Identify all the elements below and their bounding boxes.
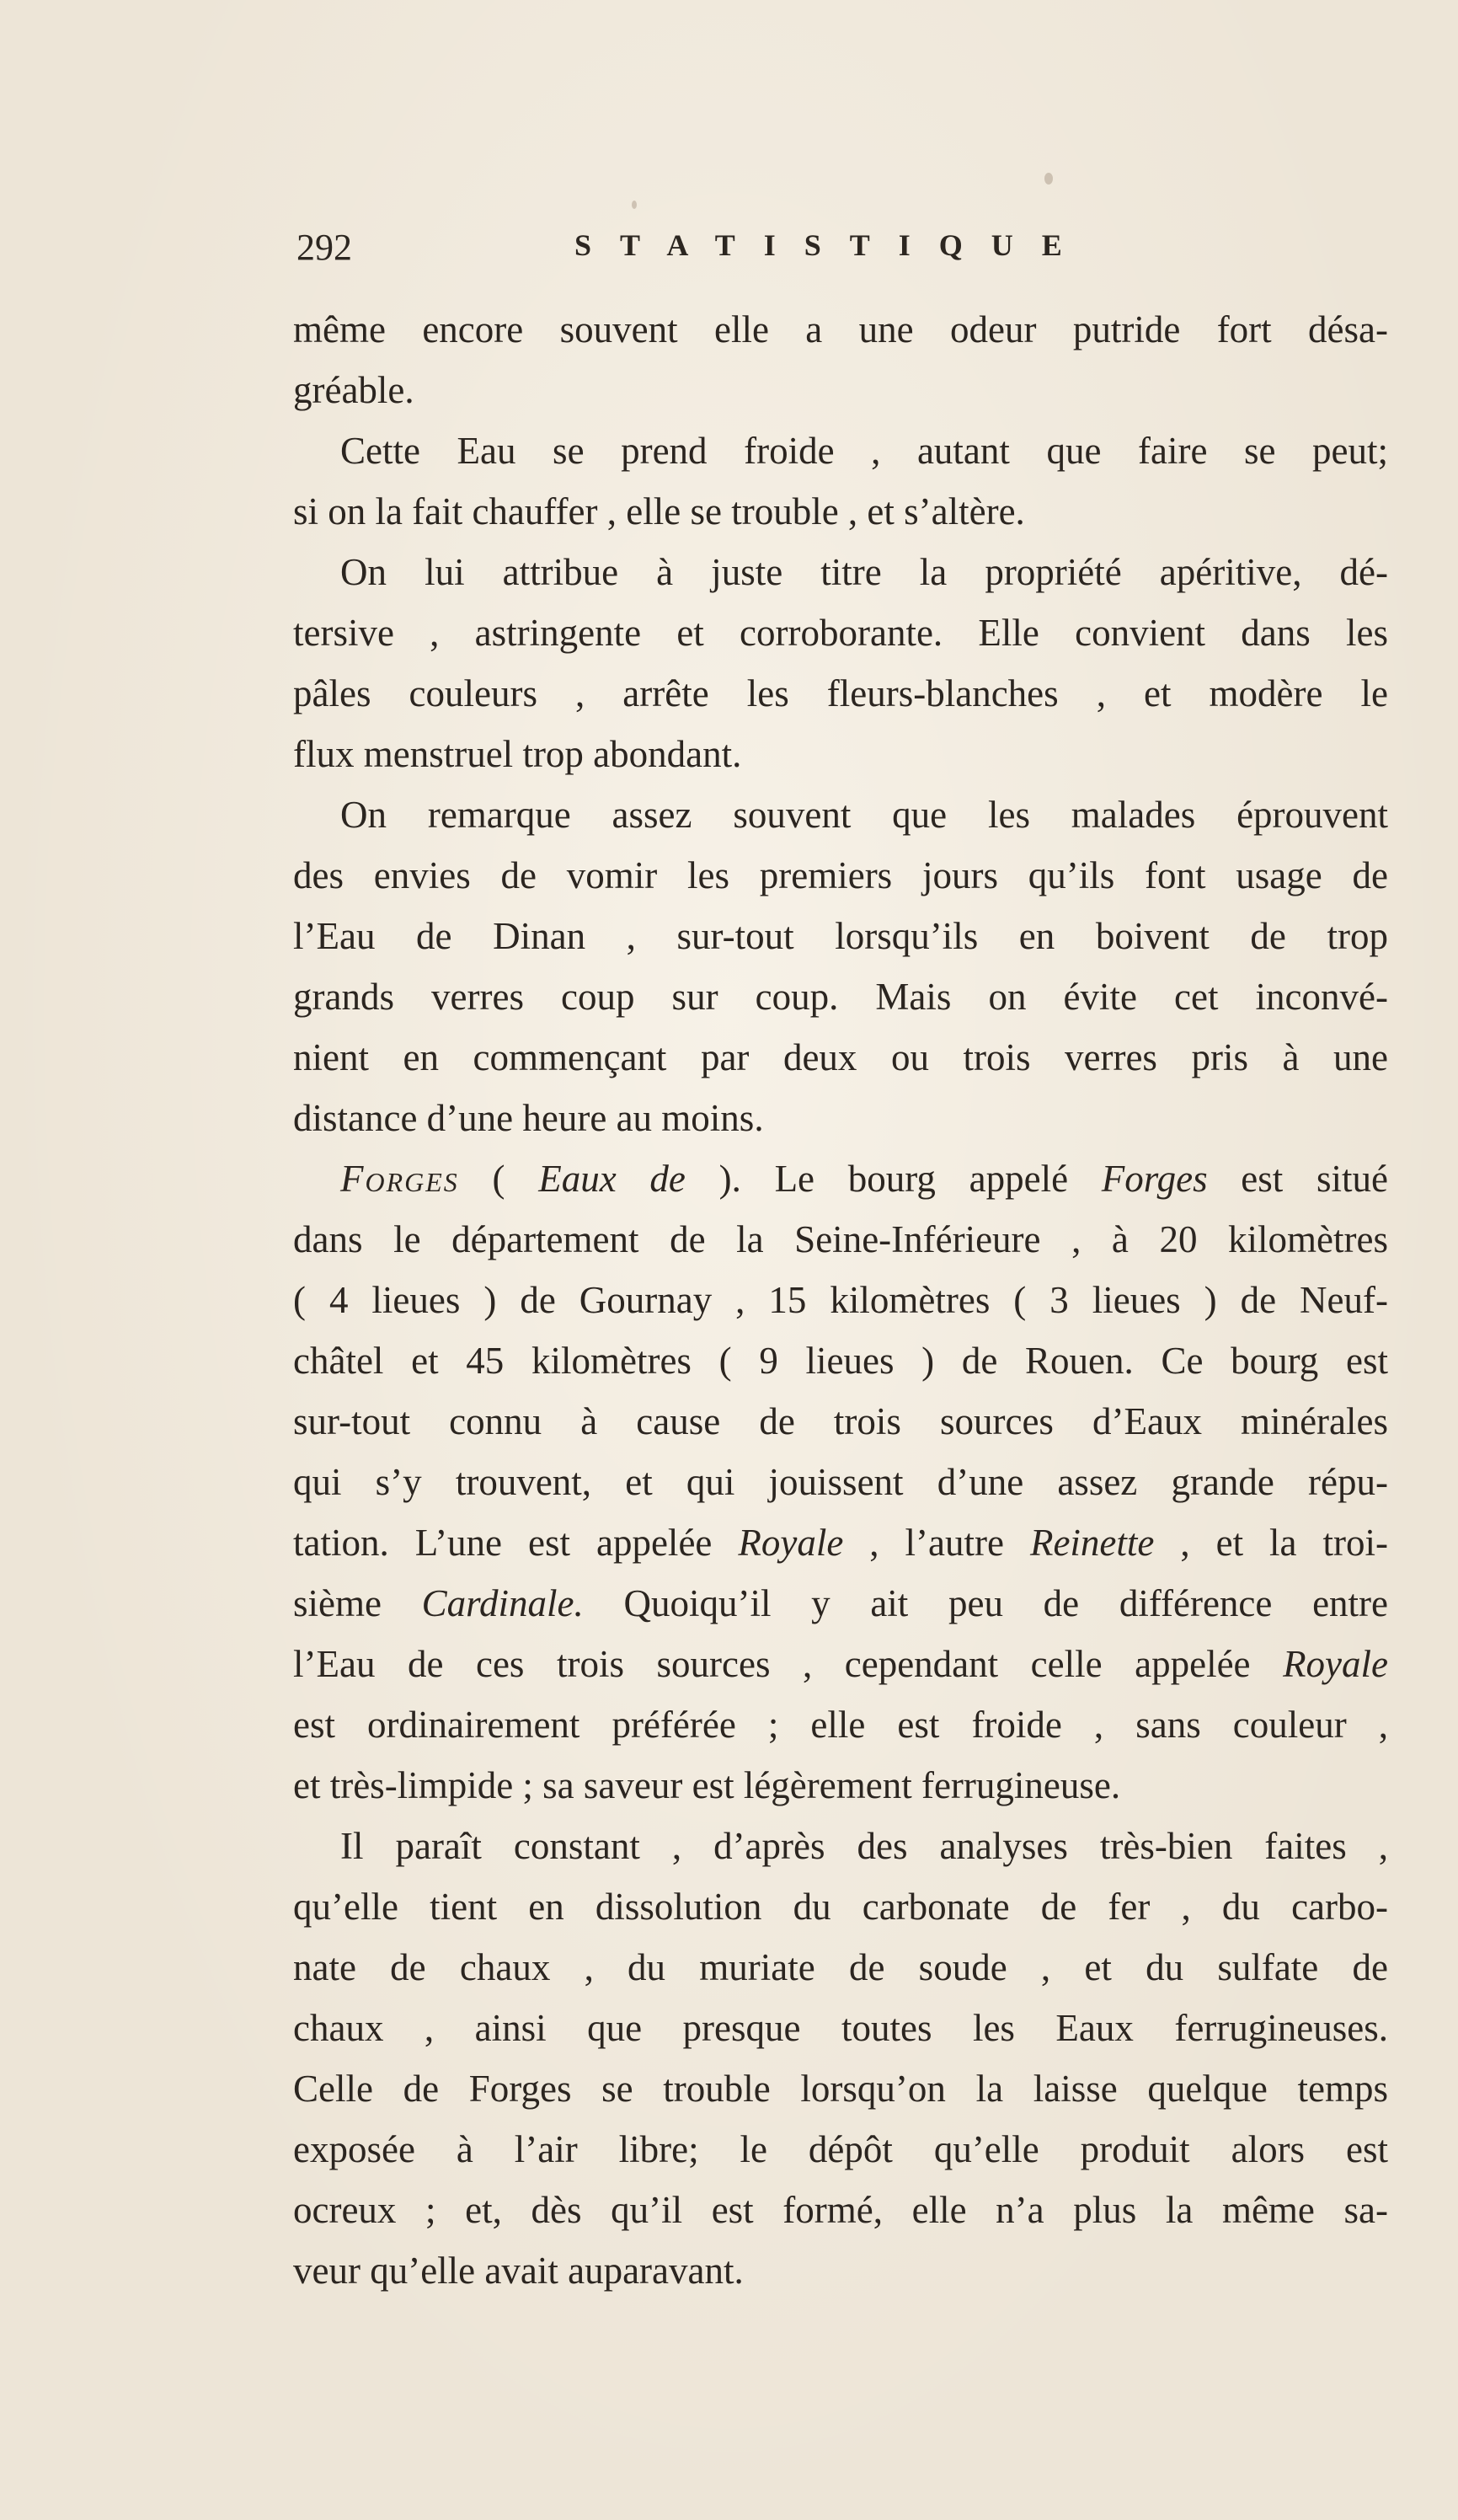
text-line: grands verres coup sur coup. Mais on évite cet inconvé- [293,976,1388,1018]
source-name: Reinette [1029,1522,1155,1564]
text-line: nate de chaux , du muriate de soude , et du sulfate de [293,1946,1388,1988]
text-line: nient en commençant par deux ou trois verres pris à une [293,1036,1388,1078]
text-line: gréable. [293,369,414,411]
forges-heading-line [293,1148,1388,1209]
text-line: ocreux ; et, dès qu’il est formé, elle n’a plus la même sa- [293,2189,1388,2231]
text-line: qu’elle tient en dissolution du carbonate de fer , du carbo- [293,1886,1388,1928]
text-line: qui s’y trouvent, et qui jouissent d’une assez grande répu- [293,1461,1388,1503]
entry-title: Forges [340,1158,459,1200]
text-line: exposée à l’air libre; le dépôt qu’elle produit alors est [293,2128,1388,2170]
page-number: 292 [296,227,352,268]
text-fragment: sième [293,1582,422,1624]
text-fragment: Le bourg appelé [774,1158,1102,1200]
paper-speck [632,201,637,209]
text-line: distance d’une heure au moins. [293,1097,764,1139]
text-fragment: , l’autre [843,1522,1030,1564]
tation-line [293,1512,1388,1573]
text-fragment: est situé [1207,1158,1388,1200]
paper-speck [1044,173,1053,185]
text-line: chaux , ainsi que presque toutes les Eaux ferrugineuses. [293,2007,1388,2049]
sieme-line [293,1573,1388,1634]
source-name: Cardinale. [421,1582,584,1624]
text-line: l’Eau de Dinan , sur-tout lorsqu’ils en boivent de trop [293,915,1388,957]
place-name: Forges [1101,1158,1208,1200]
text-line: On lui attribue à juste titre la propriété apéritive, dé- [340,551,1388,593]
text-fragment: ). [685,1158,775,1200]
text-line: est ordinairement préférée ; elle est froide , sans couleur , [293,1704,1388,1746]
running-head: STATISTIQUE [574,228,1091,262]
text-line: veur qu’elle avait auparavant. [293,2250,744,2292]
text-line: On remarque assez souvent que les malades éprouvent [340,794,1388,836]
entry-title-italic: Eaux de [538,1158,686,1200]
source-name: Royale [1283,1643,1388,1685]
text-line: Cette Eau se prend froide , autant que faire se peut; [340,430,1388,472]
text-line: Il paraît constant , d’après des analyses très-bien faites , [340,1825,1388,1867]
text-line: si on la fait chauffer , elle se trouble , et s’altère. [293,490,1025,532]
text-line: châtel et 45 kilomètres ( 9 lieues ) de Rouen. Ce bourg est [293,1340,1388,1382]
text-line: tersive , astringente et corroborante. Elle convient dans les [293,612,1388,654]
text-fragment: , et la troi- [1154,1522,1388,1564]
text-fragment: l’Eau de ces trois sources , cependant celle appelée [293,1643,1284,1685]
text-line: des envies de vomir les premiers jours qu’ils font usage de [293,854,1388,896]
text-fragment: Quoiqu’il y ait peu de différence entre [583,1582,1389,1624]
body-text [293,299,1388,2301]
text-line: dans le département de la Seine-Inférieure , à 20 kilomètres [293,1218,1388,1260]
text-line: sur-tout connu à cause de trois sources d’Eaux minérales [293,1400,1388,1442]
text-line: même encore souvent elle a une odeur putride fort désa- [293,308,1388,350]
source-name: Royale [738,1522,844,1564]
text-fragment: tation. L’une est appelée [293,1522,739,1564]
text-fragment: ( [458,1158,539,1200]
text-line: et très-limpide ; sa saveur est légèrement ferrugineuse. [293,1764,1121,1806]
text-line: pâles couleurs , arrête les fleurs-blanches , et modère le [293,672,1388,714]
page-header [296,226,1391,285]
text-line: Celle de Forges se trouble lorsqu’on la laisse quelque temps [293,2068,1388,2110]
text-line: ( 4 lieues ) de Gournay , 15 kilomètres ( 3 lieues ) de Neuf- [293,1279,1388,1321]
text-line: flux menstruel trop abondant. [293,733,742,775]
leau-line [293,1634,1388,1694]
